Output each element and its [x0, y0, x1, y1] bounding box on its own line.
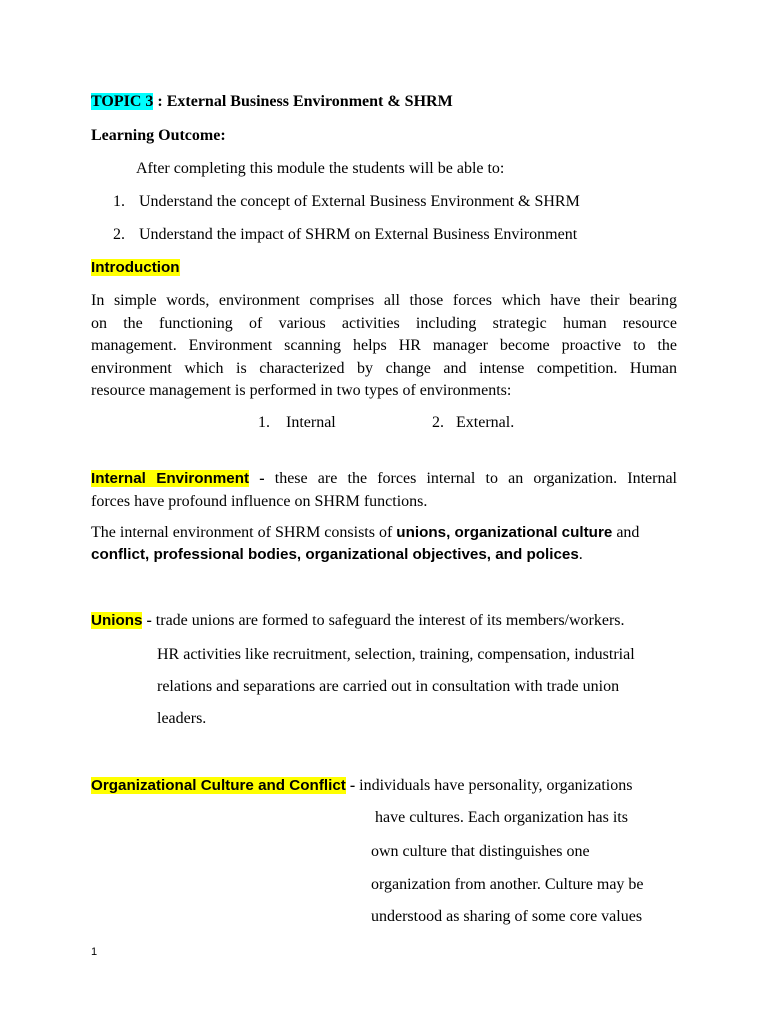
unions-line: HR activities like recruitment, selection, training, compensation, industrial — [157, 646, 635, 663]
topic-title — [91, 93, 453, 111]
paragraph-line: on the functioning of various activities including strategic human resource — [91, 314, 677, 332]
internal-environment-paragraph — [91, 468, 677, 513]
bold-text: unions, organizational culture — [396, 524, 613, 541]
topic-label: TOPIC 3 — [91, 93, 154, 110]
paragraph-line: In simple words, environment comprises all those forces which have their bearing — [91, 292, 677, 309]
org-culture-line: organization from another. Culture may be — [371, 876, 644, 893]
internal-environment-heading: Internal Environment — [91, 470, 250, 487]
paragraph-text: and — [612, 524, 640, 541]
paragraph-line: management. Environment scanning helps HR manager become proactive to the — [91, 337, 677, 354]
learning-outcome-item — [113, 226, 577, 244]
dash: - — [249, 470, 275, 487]
dash: - — [345, 777, 360, 794]
paragraph-line: environment which is characterized by change and intense competition. Human — [91, 359, 677, 377]
dash: - — [142, 612, 156, 629]
org-culture-line: have cultures. Each organization has its — [371, 809, 628, 826]
learning-outcome-intro: After completing this module the students will be able to: — [136, 160, 505, 177]
topic-title-text: : External Business Environment & SHRM — [153, 93, 453, 110]
list-item-text: Understand the concept of External Business Environment & SHRM — [139, 193, 580, 210]
unions-heading: Unions — [91, 612, 143, 629]
internal-consists-line2 — [91, 546, 583, 564]
paragraph-text: these are the forces internal to an organization. Internal — [274, 470, 677, 487]
paragraph-text: . — [578, 546, 583, 563]
list-number: 1. — [258, 414, 270, 431]
list-number: 2. — [113, 226, 125, 243]
unions-line: leaders. — [157, 710, 207, 727]
paragraph-line — [91, 468, 677, 491]
page-number: 1 — [91, 946, 98, 958]
learning-outcome-heading: Learning Outcome: — [91, 127, 226, 144]
paragraph-text: The internal environment of SHRM consists of — [91, 524, 397, 541]
bold-text: conflict, professional bodies, organizational objectives, and polices — [91, 546, 579, 563]
org-culture-line: understood as sharing of some core values — [371, 908, 643, 925]
introduction-heading — [91, 259, 180, 276]
environment-type-item — [258, 414, 336, 432]
unions-line: relations and separations are carried out in consultation with trade union — [157, 678, 620, 695]
learning-outcome-item — [113, 193, 580, 211]
org-culture-heading: Organizational Culture and Conflict — [91, 777, 346, 794]
org-culture-line — [91, 777, 632, 795]
paragraph-line: forces have profound influence on SHRM functions. — [91, 492, 428, 510]
list-item-text: Understand the impact of SHRM on External Business Environment — [139, 226, 578, 243]
unions-line — [91, 612, 625, 630]
paragraph-line: resource management is performed in two types of environments: — [91, 382, 512, 399]
environment-type-item — [432, 414, 514, 432]
introduction-paragraph — [91, 290, 677, 403]
list-item-text: External. — [456, 414, 515, 431]
org-culture-line: own culture that distinguishes one — [371, 843, 590, 860]
internal-consists-line1 — [91, 524, 639, 542]
introduction-heading-text: Introduction — [91, 259, 180, 276]
paragraph-text: trade unions are formed to safeguard the interest of its members/workers. — [155, 612, 625, 629]
paragraph-text: individuals have personality, organizations — [359, 777, 633, 794]
list-item-text: Internal — [286, 414, 336, 431]
list-number: 2. — [432, 414, 444, 431]
list-number: 1. — [113, 193, 125, 210]
